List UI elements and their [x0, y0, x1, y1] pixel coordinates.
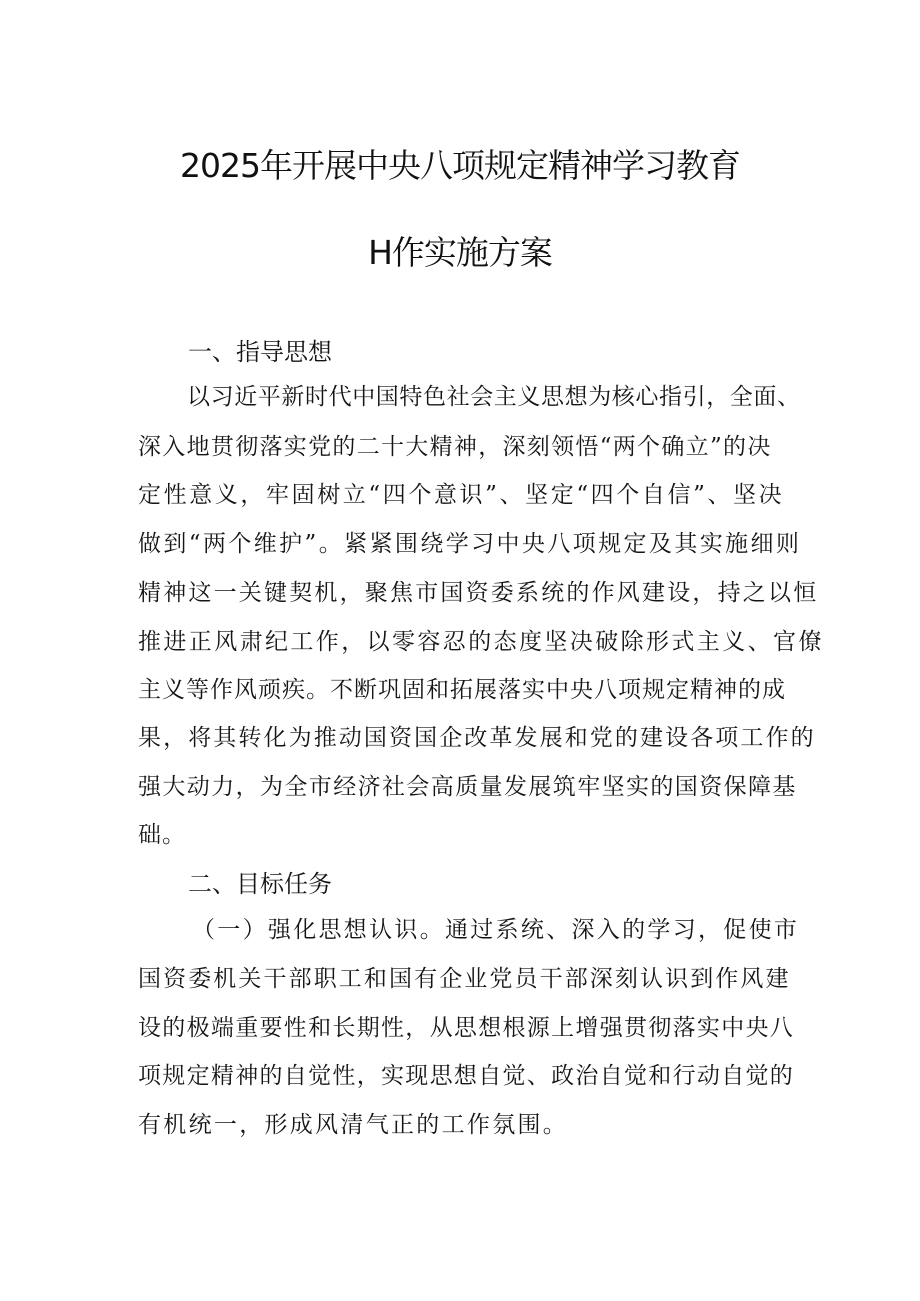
- section-1-line: 以习近平新时代中国特色社会主义思想为核心指引，全面、: [187, 384, 801, 410]
- document-title-line-1: 2025年开展中央八项规定精神学习教育: [180, 146, 740, 185]
- section-1-heading: 一、指导思想: [188, 338, 332, 366]
- section-1-line: 做到“两个维护”。紧紧围绕学习中央八项规定及其实施细则: [138, 531, 802, 557]
- section-2-heading: 二、目标任务: [188, 870, 332, 898]
- section-1-line: 础。: [138, 822, 186, 848]
- section-1-line: 主义等作风顽疾。不断巩固和拓展落实中央八项规定精神的成: [138, 677, 786, 703]
- section-1-line: 深入地贯彻落实党的二十大精神，深刻领悟“两个确立”的决: [138, 434, 772, 460]
- section-1-line: 推进正风肃纪工作，以零容忍的态度坚决破除形式主义、官僚: [138, 629, 824, 655]
- section-1-line: 果，将其转化为推动国资国企改革发展和党的建设各项工作的: [138, 725, 816, 751]
- section-2-line: 设的极端重要性和长期性，从思想根源上增强贯彻落实中央八: [138, 1015, 795, 1041]
- section-1-line: 强大动力，为全市经济社会高质量发展筑牢坚实的国资保障基: [138, 774, 797, 800]
- section-2-line: 国资委机关干部职工和国有企业党员干部深刻认识到作风建: [138, 966, 791, 992]
- section-1-line: 精神这一关键契机，聚焦市国资委系统的作风建设，持之以恒: [138, 580, 819, 606]
- section-1-line: 定性意义，牢固树立“四个意识”、坚定“四个自信”、坚决: [138, 482, 785, 508]
- section-2-line: 有机统一，形成风清气正的工作氛围。: [138, 1112, 569, 1138]
- document-title-line-2: H作实施方案: [368, 233, 552, 272]
- section-2-line: 项规定精神的自觉性，实现思想自觉、政治自觉和行动自觉的: [138, 1063, 795, 1089]
- section-2-line: （一）强化思想认识。通过系统、深入的学习，促使市: [192, 917, 800, 943]
